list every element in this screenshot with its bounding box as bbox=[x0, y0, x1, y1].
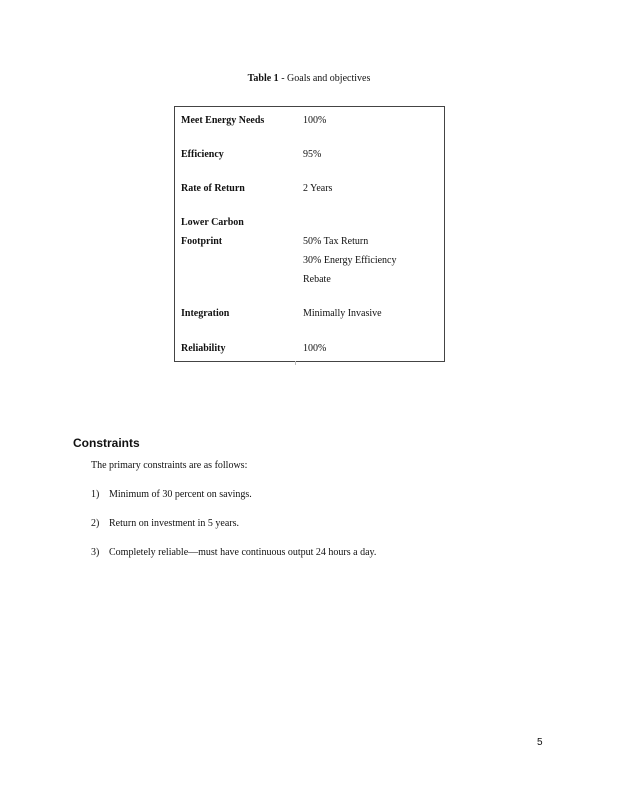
row-label-integration: Integration bbox=[181, 308, 230, 319]
list-item-number: 1) bbox=[91, 489, 100, 500]
row-value-integration: Minimally Invasive bbox=[303, 308, 382, 319]
row-value-line-1: 50% Tax Return bbox=[303, 236, 369, 247]
row-value-reliability: 100% bbox=[303, 343, 327, 354]
row-label-rate-of-return: Rate of Return bbox=[181, 183, 245, 194]
list-item-text: Minimum of 30 percent on savings. bbox=[109, 489, 252, 500]
table-caption-title: Goals and objectives bbox=[287, 73, 371, 84]
row-value-rate-of-return: 2 Years bbox=[303, 183, 333, 194]
constraints-heading: Constraints bbox=[73, 436, 140, 450]
row-label-meet-energy-needs: Meet Energy Needs bbox=[181, 115, 265, 126]
list-item-number: 3) bbox=[91, 547, 100, 558]
row-label-line-1: Lower Carbon bbox=[181, 217, 244, 228]
table-caption-label: Table 1 bbox=[247, 73, 279, 84]
row-label-efficiency: Efficiency bbox=[181, 149, 224, 160]
table-divider-mark bbox=[295, 361, 296, 365]
row-value-efficiency: 95% bbox=[303, 149, 322, 160]
list-item-text: Completely reliable—must have continuous output 24 hours a day. bbox=[109, 547, 377, 558]
constraints-intro: The primary constraints are as follows: bbox=[91, 460, 248, 471]
table-caption bbox=[0, 73, 618, 84]
row-value-line-2: 30% Energy Efficiency bbox=[303, 255, 397, 266]
row-value-meet-energy-needs: 100% bbox=[303, 115, 327, 126]
list-item-number: 2) bbox=[91, 518, 100, 529]
goals-table bbox=[174, 106, 445, 362]
row-label-reliability: Reliability bbox=[181, 343, 226, 354]
page-number: 5 bbox=[537, 737, 543, 748]
table-caption-separator: - bbox=[278, 73, 288, 84]
row-label-line-2: Footprint bbox=[181, 236, 223, 247]
list-item-text: Return on investment in 5 years. bbox=[109, 518, 239, 529]
row-value-line-3: Rebate bbox=[303, 274, 331, 285]
